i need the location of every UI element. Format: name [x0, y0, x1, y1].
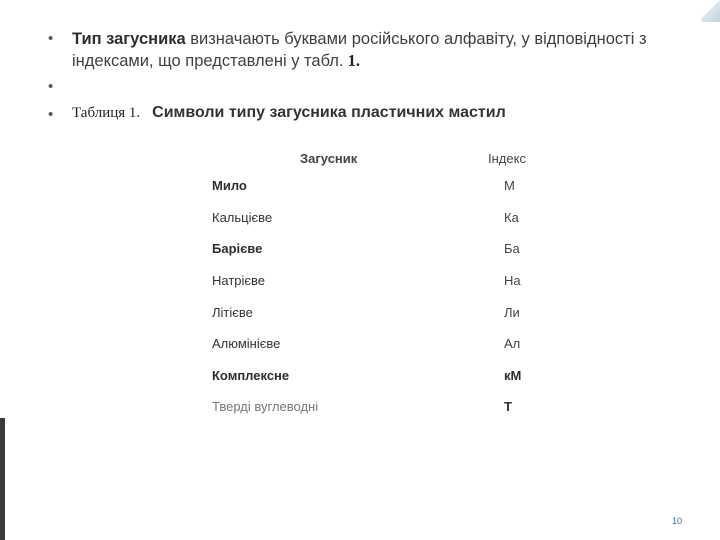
cell-index: Ал [504, 336, 521, 352]
table-header [208, 146, 560, 170]
cell-index: Ба [504, 241, 520, 257]
cell-name: Кальцієве [212, 209, 273, 225]
cell-index: На [504, 273, 521, 289]
table-row [208, 202, 560, 234]
bullet-dot-icon: • [48, 106, 54, 123]
cell-index: Ли [504, 304, 520, 320]
bullet-item-table-caption [48, 104, 506, 126]
cell-index: кМ [504, 367, 522, 383]
table-row [208, 391, 560, 423]
caption-title: Символи типу загусника пластичних мастил [152, 104, 506, 121]
table-row [208, 265, 560, 297]
cell-name: Натрієве [212, 273, 266, 289]
thickener-table [208, 146, 560, 423]
table-row [208, 170, 560, 202]
table-row [208, 233, 560, 265]
header-thickener: Загусник [300, 150, 358, 166]
bullet-body: визначають буквами російського алфавіту, у відповідності з індексами, що представлені у табл. [72, 30, 647, 70]
cell-name: Комплексне [212, 367, 290, 383]
table-row [208, 360, 560, 392]
bullet-text [72, 28, 712, 72]
table-row [208, 296, 560, 328]
bullet-item-thickener-type [48, 28, 712, 72]
cell-index: Ка [504, 209, 519, 225]
cell-index: М [504, 178, 515, 194]
cell-name: Алюмінієве [212, 336, 281, 352]
table-reference: 1. [343, 51, 361, 70]
cell-name: Барієве [212, 241, 263, 257]
table-caption [72, 104, 506, 122]
bullet-dot-icon: • [48, 78, 54, 95]
table-row [208, 328, 560, 360]
cell-index: Т [504, 399, 512, 415]
bullet-dot-icon: • [48, 30, 54, 47]
bullet-item-empty [48, 76, 712, 98]
cell-name: Тверді вуглеводні [212, 399, 319, 415]
header-index: Індекс [488, 150, 526, 166]
page-number: 10 [671, 516, 682, 526]
cell-name: Літієве [212, 304, 253, 320]
bullet-bold-term: Тип загусника [72, 30, 186, 48]
cell-name: Мило [212, 178, 247, 194]
caption-prefix: Таблиця 1. [72, 105, 141, 121]
